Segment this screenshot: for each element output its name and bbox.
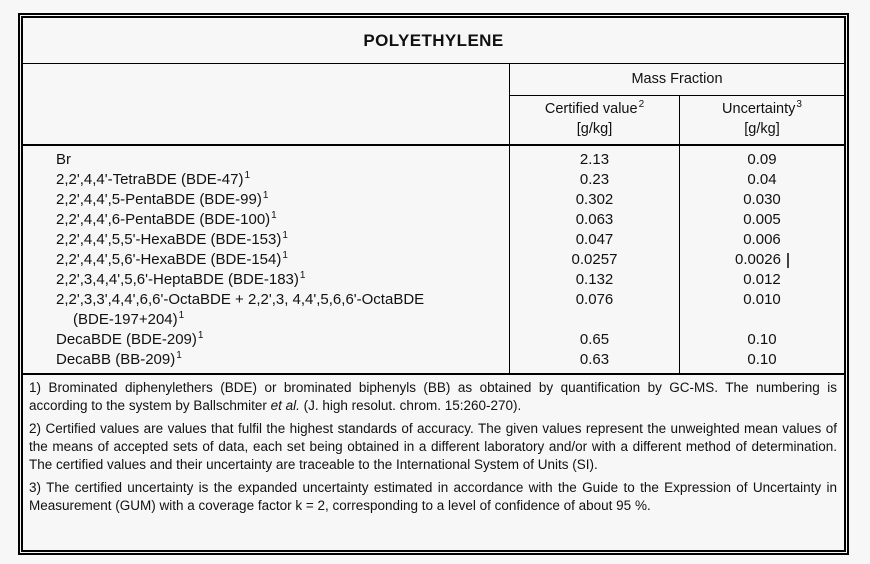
compound-name-continuation: $(BDE-197+204)^1$ [73, 310, 185, 328]
compound-name: 2,2',4,4',5,6'-HexaBDE $(BDE-154)^1$ [23, 250, 510, 270]
footnote-ref-2: 2 [638, 99, 645, 111]
footnote-1: 1) Brominated diphenylethers (BDE) or brominated biphenyls (BB) as obtained by quantification by GC-MS. The numbering is according to the system by Ballschmiter et al. (J. high resolut. chrom. 15:260-270). [29, 380, 837, 413]
header-empty-cell [23, 64, 510, 144]
column-header-certified-value [510, 96, 680, 144]
certificate-table [18, 13, 849, 555]
uncertainty-value-cell: 0.10 [747, 351, 777, 368]
footnote-2: 2) Certified values are values that fulfil the highest standards of accuracy. The given values represent the unweighted mean values of the means of accepted sets of data, each set being obtained in a different laboratory and/or with a different method of determination. The certified values and their uncertainty are traceable to the International System of Units (SI). [29, 421, 837, 472]
compound-name: 2,2',3,3',4,4',6,6'-OctaBDE + 2,2',3, 4,4',5,6,6'-OctaBDE $(BDE-197+204)^1$ [23, 290, 510, 330]
certified-value-cell: 0.047 [510, 230, 680, 250]
scan-cursor-artifact [787, 253, 789, 268]
uncertainty-value-cell: 0.09 [747, 151, 777, 168]
certified-value-cell: 0.132 [510, 270, 680, 290]
table-header [23, 64, 844, 146]
uncertainty-value-cell: 0.012 [743, 271, 781, 288]
uncertainty-value-cell: 0.10 [747, 331, 777, 348]
certified-value-cell: 0.23 [510, 170, 680, 190]
compound-name: DecaBDE $(BDE-209)^1$ [23, 330, 510, 350]
compound-name: 2,2',3,4,4',5,6'-HeptaBDE $(BDE-183)^1$ [23, 270, 510, 290]
footnote-3: 3) The certified uncertainty is the expanded uncertainty estimated in accordance with the Guide to the Expression of Uncertainty in Measurement (GUM) with a coverage factor k = 2, corresponding to a level of confidence of about 95 %. [29, 480, 837, 513]
certified-value-unit: [g/kg] [576, 121, 613, 137]
uncertainty-label: Uncertainty [722, 101, 796, 117]
certified-value-cell: 0.063 [510, 210, 680, 230]
compound-name: DecaBB $(BB-209)^1$ [23, 350, 510, 370]
footnotes-section [23, 375, 844, 515]
uncertainty-value-cell: 0.010 [743, 291, 781, 308]
uncertainty-value-cell: 0.006 [743, 231, 781, 248]
uncertainty-value-cell: 0.005 [743, 211, 781, 228]
certified-value-label: Certified value [544, 101, 638, 117]
uncertainty-unit: [g/kg] [744, 121, 780, 137]
footnote-ref-3: 3 [796, 99, 802, 111]
compound-name: Br [23, 150, 510, 170]
column-header-uncertainty [680, 96, 844, 144]
table-body [23, 146, 844, 375]
uncertainty-value-cell: 0.030 [743, 191, 781, 208]
certified-value-cell: 0.076 [510, 290, 680, 330]
compound-name: 2,2',4,4',6-PentaBDE $(BDE-100)^1$ [23, 210, 510, 230]
page-title: POLYETHYLENE [363, 31, 504, 50]
compound-name: 2,2',4,4',5,5'-HexaBDE $(BDE-153)^1$ [23, 230, 510, 250]
certified-value-cell: 0.65 [510, 330, 680, 350]
compound-name: 2,2',4,4'-TetraBDE $(BDE-47)^1$ [23, 170, 510, 190]
title-row [23, 18, 844, 64]
certified-value-cell: 0.0257 [510, 250, 680, 270]
certified-value-cell: 0.63 [510, 350, 680, 370]
certified-value-cell: 2.13 [510, 150, 680, 170]
certified-value-cell: 0.302 [510, 190, 680, 210]
uncertainty-value-cell: 0.04 [747, 171, 777, 188]
compound-name: 2,2',4,4',5-PentaBDE $(BDE-99)^1$ [23, 190, 510, 210]
column-group-header: Mass Fraction [510, 64, 844, 96]
uncertainty-value-cell: 0.0026 [680, 250, 844, 270]
